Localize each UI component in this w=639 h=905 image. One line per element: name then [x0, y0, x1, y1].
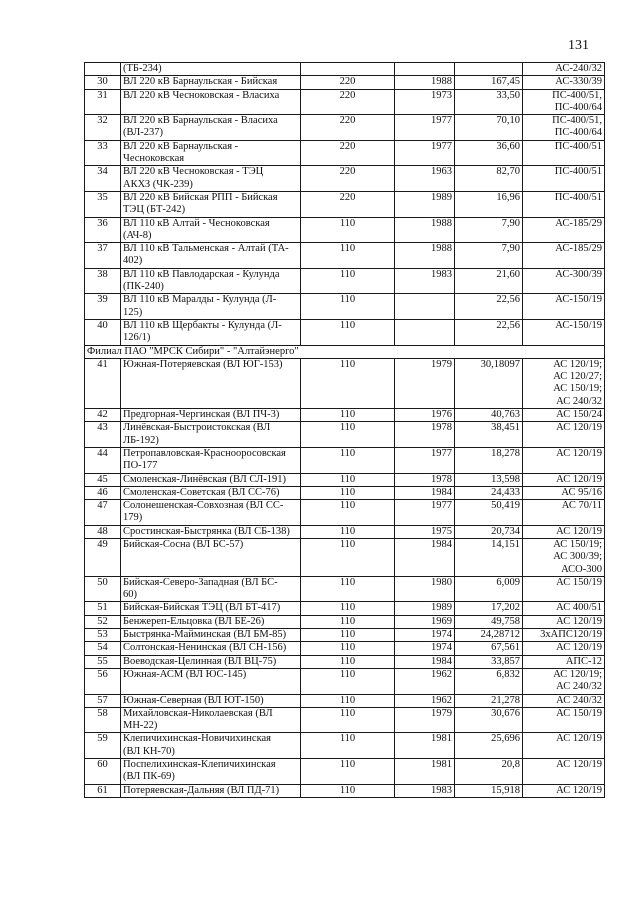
year-cell: 1963	[395, 166, 455, 192]
year-cell	[395, 63, 455, 76]
table-row	[85, 89, 605, 115]
length-cell: 33,857	[455, 655, 523, 668]
table-row	[85, 629, 605, 642]
year-cell	[395, 319, 455, 345]
power-lines-table	[84, 62, 605, 798]
voltage-cell: 110	[301, 538, 395, 576]
line-name-cell: ВЛ 110 кВ Павлодарская - Кулунда (ПК-240)	[121, 268, 301, 294]
line-name-cell: Быстрянка-Майминская (ВЛ БМ-85)	[121, 629, 301, 642]
wire-type-cell: АС 120/19	[523, 615, 605, 628]
wire-type-cell: АС 120/19	[523, 422, 605, 448]
line-name-cell: Воеводская-Целинная (ВЛ ВЦ-75)	[121, 655, 301, 668]
table-row	[85, 500, 605, 526]
line-name-cell: ВЛ 220 кВ Чесноковская - ТЭЦ АКХЗ (ЧК-239)	[121, 166, 301, 192]
wire-type-cell: АС 150/24	[523, 409, 605, 422]
voltage-cell: 220	[301, 89, 395, 115]
table-row	[85, 668, 605, 694]
wire-type-cell: АС 150/19	[523, 707, 605, 733]
length-cell: 50,419	[455, 500, 523, 526]
wire-type-cell: АС 150/19; АС 300/39; АСО-300	[523, 538, 605, 576]
table-row	[85, 115, 605, 141]
line-name-cell: Сростинская-Быстрянка (ВЛ СБ-138)	[121, 525, 301, 538]
line-name-cell: Смоленская-Линёвская (ВЛ СЛ-191)	[121, 473, 301, 486]
row-number-cell: 35	[85, 191, 121, 217]
voltage-cell: 110	[301, 602, 395, 615]
voltage-cell: 110	[301, 642, 395, 655]
year-cell: 1979	[395, 358, 455, 408]
table-row	[85, 707, 605, 733]
line-name-cell: ВЛ 220 кВ Чесноковская - Власиха	[121, 89, 301, 115]
wire-type-cell: ПС-400/51, ПС-400/64	[523, 89, 605, 115]
line-name-cell: Предгорная-Чергинская (ВЛ ПЧ-3)	[121, 409, 301, 422]
year-cell: 1969	[395, 615, 455, 628]
length-cell: 13,598	[455, 473, 523, 486]
voltage-cell	[301, 63, 395, 76]
table-row	[85, 447, 605, 473]
voltage-cell: 220	[301, 191, 395, 217]
length-cell: 33,50	[455, 89, 523, 115]
row-number-cell: 61	[85, 784, 121, 797]
length-cell: 15,918	[455, 784, 523, 797]
year-cell: 1977	[395, 140, 455, 166]
year-cell: 1974	[395, 642, 455, 655]
voltage-cell: 220	[301, 166, 395, 192]
wire-type-cell: ПС-400/51, ПС-400/64	[523, 115, 605, 141]
length-cell: 16,96	[455, 191, 523, 217]
voltage-cell: 110	[301, 243, 395, 269]
wire-type-cell: АС 95/16	[523, 486, 605, 499]
row-number-cell: 32	[85, 115, 121, 141]
row-number-cell: 57	[85, 694, 121, 707]
row-number-cell: 60	[85, 759, 121, 785]
voltage-cell: 110	[301, 629, 395, 642]
row-number-cell	[85, 63, 121, 76]
line-name-cell: Бийская-Бийская ТЭЦ (ВЛ БТ-417)	[121, 602, 301, 615]
wire-type-cell: АС 120/19	[523, 733, 605, 759]
year-cell: 1983	[395, 268, 455, 294]
year-cell: 1975	[395, 525, 455, 538]
length-cell: 22,56	[455, 294, 523, 320]
length-cell: 21,60	[455, 268, 523, 294]
line-name-cell: Клепичихинская-Новичихинская (ВЛ КН-70)	[121, 733, 301, 759]
wire-type-cell: АС 240/32	[523, 694, 605, 707]
line-name-cell: ВЛ 110 кВ Алтай - Чесноковская (АЧ-8)	[121, 217, 301, 243]
table-row	[85, 166, 605, 192]
row-number-cell: 55	[85, 655, 121, 668]
table-row	[85, 642, 605, 655]
length-cell: 30,676	[455, 707, 523, 733]
table-body-top	[85, 63, 605, 346]
row-number-cell: 48	[85, 525, 121, 538]
line-name-cell: Южная-АСМ (ВЛ ЮС-145)	[121, 668, 301, 694]
voltage-cell: 110	[301, 615, 395, 628]
wire-type-cell: ПС-400/51	[523, 191, 605, 217]
row-number-cell: 41	[85, 358, 121, 408]
wire-type-cell: АС-150/19	[523, 319, 605, 345]
row-number-cell: 46	[85, 486, 121, 499]
year-cell: 1974	[395, 629, 455, 642]
table-row	[85, 538, 605, 576]
wire-type-cell: ПС-400/51	[523, 140, 605, 166]
line-name-cell: Южная-Северная (ВЛ ЮТ-150)	[121, 694, 301, 707]
year-cell: 1984	[395, 486, 455, 499]
section-header-row	[85, 345, 605, 358]
section-header-group	[85, 345, 605, 358]
voltage-cell: 110	[301, 268, 395, 294]
year-cell: 1988	[395, 243, 455, 269]
wire-type-cell: АС 400/51	[523, 602, 605, 615]
table-row	[85, 294, 605, 320]
voltage-cell: 110	[301, 694, 395, 707]
row-number-cell: 43	[85, 422, 121, 448]
row-number-cell: 31	[85, 89, 121, 115]
table-row	[85, 191, 605, 217]
page-number: 131	[568, 38, 589, 53]
voltage-cell: 110	[301, 576, 395, 602]
line-name-cell: Линёвская-Быстроистокская (ВЛ ЛБ-192)	[121, 422, 301, 448]
wire-type-cell: АС 120/19	[523, 473, 605, 486]
table-row	[85, 602, 605, 615]
row-number-cell: 40	[85, 319, 121, 345]
voltage-cell: 110	[301, 409, 395, 422]
row-number-cell: 53	[85, 629, 121, 642]
year-cell: 1988	[395, 76, 455, 89]
line-name-cell: Солтонская-Ненинская (ВЛ СН-156)	[121, 642, 301, 655]
row-number-cell: 51	[85, 602, 121, 615]
wire-type-cell: АПС-12	[523, 655, 605, 668]
year-cell: 1989	[395, 602, 455, 615]
row-number-cell: 39	[85, 294, 121, 320]
year-cell: 1978	[395, 473, 455, 486]
voltage-cell: 110	[301, 733, 395, 759]
wire-type-cell: АС-330/39	[523, 76, 605, 89]
length-cell: 24,433	[455, 486, 523, 499]
voltage-cell: 110	[301, 707, 395, 733]
table-row	[85, 76, 605, 89]
line-name-cell: ВЛ 110 кВ Маралды - Кулунда (Л- 125)	[121, 294, 301, 320]
row-number-cell: 42	[85, 409, 121, 422]
row-number-cell: 50	[85, 576, 121, 602]
line-name-cell: Михайловская-Николаевская (ВЛ МН-22)	[121, 707, 301, 733]
line-name-cell: Смоленская-Советская (ВЛ СС-76)	[121, 486, 301, 499]
line-name-cell: Потеряевская-Дальняя (ВЛ ПД-71)	[121, 784, 301, 797]
table-row	[85, 525, 605, 538]
year-cell: 1984	[395, 538, 455, 576]
year-cell: 1976	[395, 409, 455, 422]
year-cell: 1977	[395, 115, 455, 141]
length-cell: 24,28712	[455, 629, 523, 642]
voltage-cell: 110	[301, 784, 395, 797]
length-cell: 7,90	[455, 243, 523, 269]
length-cell: 67,561	[455, 642, 523, 655]
wire-type-cell: АС 120/19	[523, 642, 605, 655]
length-cell: 7,90	[455, 217, 523, 243]
voltage-cell: 110	[301, 668, 395, 694]
line-name-cell: ВЛ 220 кВ Барнаульская - Власиха (ВЛ-237)	[121, 115, 301, 141]
row-number-cell: 49	[85, 538, 121, 576]
wire-type-cell: АС-240/32	[523, 63, 605, 76]
line-name-cell: Петропавловская-Краснооросовская ПО-177	[121, 447, 301, 473]
line-name-cell: Поспелихинская-Клепичихинская (ВЛ ПК-69)	[121, 759, 301, 785]
table-row	[85, 319, 605, 345]
voltage-cell: 110	[301, 525, 395, 538]
row-number-cell: 33	[85, 140, 121, 166]
wire-type-cell: АС 150/19	[523, 576, 605, 602]
voltage-cell: 110	[301, 473, 395, 486]
voltage-cell: 110	[301, 759, 395, 785]
row-number-cell: 59	[85, 733, 121, 759]
wire-type-cell: АС 120/19; АС 240/32	[523, 668, 605, 694]
section-title: Филиал ПАО "МРСК Сибири" - "Алтайэнерго"	[85, 345, 605, 358]
table-row	[85, 486, 605, 499]
voltage-cell: 110	[301, 294, 395, 320]
table-row	[85, 473, 605, 486]
table-row	[85, 694, 605, 707]
table-row	[85, 655, 605, 668]
voltage-cell: 110	[301, 319, 395, 345]
line-name-cell: ВЛ 220 кВ Барнаульская - Бийская	[121, 76, 301, 89]
year-cell: 1978	[395, 422, 455, 448]
row-number-cell: 58	[85, 707, 121, 733]
line-name-cell: Солонешенская-Совхозная (ВЛ СС- 179)	[121, 500, 301, 526]
length-cell: 82,70	[455, 166, 523, 192]
wire-type-cell: ПС-400/51	[523, 166, 605, 192]
year-cell: 1989	[395, 191, 455, 217]
length-cell: 6,832	[455, 668, 523, 694]
length-cell: 6,009	[455, 576, 523, 602]
wire-type-cell: АС 120/19	[523, 784, 605, 797]
year-cell: 1981	[395, 733, 455, 759]
row-number-cell: 34	[85, 166, 121, 192]
year-cell	[395, 294, 455, 320]
year-cell: 1980	[395, 576, 455, 602]
table-row	[85, 63, 605, 76]
table-body-bottom	[85, 358, 605, 797]
row-number-cell: 47	[85, 500, 121, 526]
voltage-cell: 110	[301, 358, 395, 408]
length-cell: 70,10	[455, 115, 523, 141]
year-cell: 1973	[395, 89, 455, 115]
line-name-cell: ВЛ 110 кВ Тальменская - Алтай (ТА- 402)	[121, 243, 301, 269]
length-cell: 14,151	[455, 538, 523, 576]
wire-type-cell: АС 70/11	[523, 500, 605, 526]
wire-type-cell: АС-185/29	[523, 243, 605, 269]
row-number-cell: 36	[85, 217, 121, 243]
table-row	[85, 243, 605, 269]
wire-type-cell: АС-185/29	[523, 217, 605, 243]
row-number-cell: 56	[85, 668, 121, 694]
row-number-cell: 52	[85, 615, 121, 628]
length-cell: 20,734	[455, 525, 523, 538]
table-row	[85, 576, 605, 602]
line-name-cell: (ТБ-234)	[121, 63, 301, 76]
table-row	[85, 759, 605, 785]
year-cell: 1984	[395, 655, 455, 668]
wire-type-cell: АС-300/39	[523, 268, 605, 294]
voltage-cell: 110	[301, 655, 395, 668]
wire-type-cell: АС 120/19	[523, 525, 605, 538]
voltage-cell: 220	[301, 76, 395, 89]
row-number-cell: 30	[85, 76, 121, 89]
voltage-cell: 110	[301, 217, 395, 243]
row-number-cell: 54	[85, 642, 121, 655]
length-cell: 20,8	[455, 759, 523, 785]
voltage-cell: 110	[301, 500, 395, 526]
line-name-cell: Бийская-Северо-Западная (ВЛ БС- 60)	[121, 576, 301, 602]
table-row	[85, 217, 605, 243]
length-cell: 36,60	[455, 140, 523, 166]
voltage-cell: 110	[301, 447, 395, 473]
line-name-cell: ВЛ 110 кВ Щербакты - Кулунда (Л- 126/1)	[121, 319, 301, 345]
table-row	[85, 268, 605, 294]
year-cell: 1979	[395, 707, 455, 733]
table-row	[85, 140, 605, 166]
table-row	[85, 733, 605, 759]
table-row	[85, 784, 605, 797]
wire-type-cell: АС 120/19	[523, 759, 605, 785]
length-cell: 40,763	[455, 409, 523, 422]
length-cell: 25,696	[455, 733, 523, 759]
length-cell	[455, 63, 523, 76]
year-cell: 1977	[395, 447, 455, 473]
year-cell: 1983	[395, 784, 455, 797]
voltage-cell: 220	[301, 115, 395, 141]
row-number-cell: 45	[85, 473, 121, 486]
line-name-cell: Южная-Потеряевская (ВЛ ЮГ-153)	[121, 358, 301, 408]
wire-type-cell: АС-150/19	[523, 294, 605, 320]
wire-type-cell: АС 120/19	[523, 447, 605, 473]
voltage-cell: 110	[301, 486, 395, 499]
line-name-cell: Бенжереп-Ельцовка (ВЛ БЕ-26)	[121, 615, 301, 628]
voltage-cell: 110	[301, 422, 395, 448]
length-cell: 30,18097	[455, 358, 523, 408]
year-cell: 1962	[395, 694, 455, 707]
length-cell: 22,56	[455, 319, 523, 345]
table-row	[85, 409, 605, 422]
wire-type-cell: АС 120/19; АС 120/27; АС 150/19; АС 240/32	[523, 358, 605, 408]
line-name-cell: ВЛ 220 кВ Барнаульская - Чесноковская	[121, 140, 301, 166]
year-cell: 1988	[395, 217, 455, 243]
line-name-cell: ВЛ 220 кВ Бийская РПП - Бийская ТЭЦ (БТ-242)	[121, 191, 301, 217]
year-cell: 1981	[395, 759, 455, 785]
table-row	[85, 422, 605, 448]
length-cell: 17,202	[455, 602, 523, 615]
length-cell: 21,278	[455, 694, 523, 707]
table-row	[85, 615, 605, 628]
length-cell: 38,451	[455, 422, 523, 448]
wire-type-cell: 3хАПС120/19	[523, 629, 605, 642]
line-name-cell: Бийская-Сосна (ВЛ БС-57)	[121, 538, 301, 576]
length-cell: 49,758	[455, 615, 523, 628]
year-cell: 1962	[395, 668, 455, 694]
voltage-cell: 220	[301, 140, 395, 166]
length-cell: 18,278	[455, 447, 523, 473]
length-cell: 167,45	[455, 76, 523, 89]
row-number-cell: 44	[85, 447, 121, 473]
row-number-cell: 38	[85, 268, 121, 294]
year-cell: 1977	[395, 500, 455, 526]
row-number-cell: 37	[85, 243, 121, 269]
table-row	[85, 358, 605, 408]
